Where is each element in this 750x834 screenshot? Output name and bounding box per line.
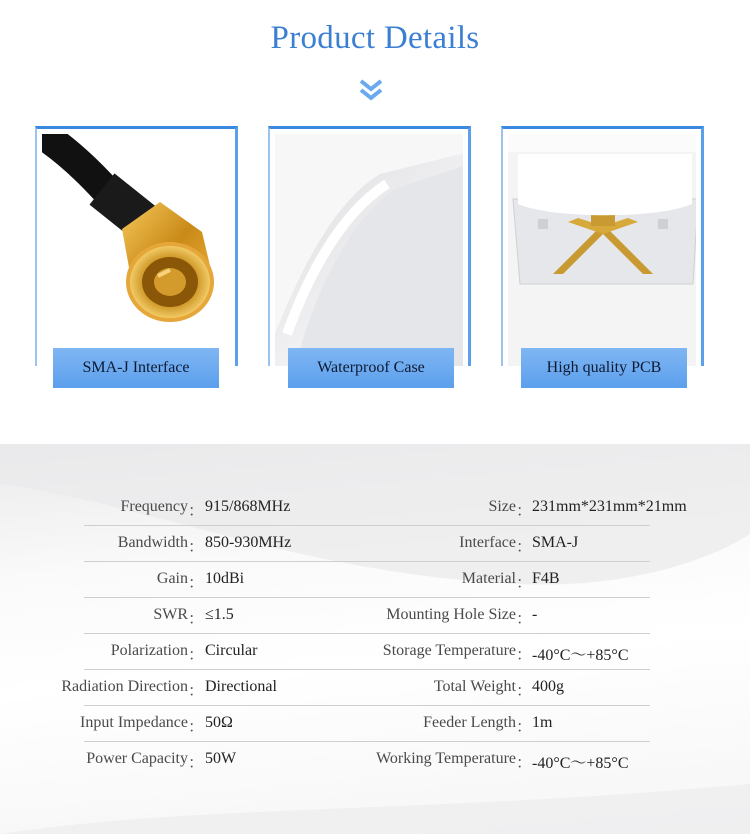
spec-label: Material [461, 570, 516, 587]
spec-label: Feeder Length [423, 714, 516, 731]
page-title: Product Details [270, 20, 480, 56]
spec-row [0, 598, 750, 634]
spec-label: Interface [459, 534, 516, 551]
spec-value: ≤1.5 [205, 606, 234, 623]
spec-row [0, 526, 750, 562]
feature-card-case [268, 126, 475, 388]
spec-value: 50W [205, 750, 237, 767]
spec-label: Input Impedance [80, 714, 188, 731]
spec-separator: ： [188, 647, 205, 664]
spec-separator: ： [188, 503, 205, 520]
spec-row [0, 634, 750, 670]
spec-separator: ： [516, 503, 533, 520]
case-image [275, 134, 463, 366]
spec-value: -40°C～+85°C [532, 755, 629, 772]
spec-value: 231mm*231mm*21mm [532, 498, 687, 515]
spec-label: Frequency [120, 498, 188, 515]
spec-label: SWR [153, 606, 188, 623]
spec-label: Total Weight [433, 678, 516, 695]
spec-separator: ： [188, 539, 205, 556]
spec-separator: ： [188, 719, 205, 736]
spec-value: - [532, 606, 538, 623]
double-chevron-down-icon [358, 78, 384, 102]
feature-card-pcb [501, 126, 708, 388]
spec-value: 10dBi [205, 570, 245, 587]
spec-separator: ： [188, 755, 205, 772]
spec-row [0, 562, 750, 598]
spec-separator: ： [516, 719, 533, 736]
spec-separator: ： [516, 683, 533, 700]
spec-row [0, 670, 750, 706]
spec-value: Circular [205, 642, 258, 659]
spec-label: Working Temperature [376, 750, 516, 767]
spec-value: 1m [532, 714, 553, 731]
spec-separator: ： [516, 647, 533, 664]
spec-label: Radiation Direction [61, 678, 188, 695]
spec-label: Gain [156, 570, 188, 587]
spec-separator: ： [516, 755, 533, 772]
spec-label: Size [488, 498, 516, 515]
spec-value: 50Ω [205, 714, 233, 731]
spec-value: -40°C～+85°C [532, 647, 629, 664]
pcb-image [508, 134, 696, 366]
spec-value: Directional [205, 678, 277, 695]
spec-separator: ： [188, 683, 205, 700]
card-caption: Waterproof Case [288, 348, 454, 388]
spec-row [0, 490, 750, 526]
spec-separator: ： [516, 539, 533, 556]
card-caption: SMA-J Interface [53, 348, 219, 388]
spec-value: 915/868MHz [205, 498, 291, 515]
sma-connector-image [42, 134, 230, 366]
spec-value: 400g [532, 678, 564, 695]
spec-label: Storage Temperature [382, 642, 516, 659]
spec-separator: ： [516, 575, 533, 592]
spec-value: 850-930MHz [205, 534, 292, 551]
spec-label: Power Capacity [86, 750, 188, 767]
spec-value: SMA-J [532, 534, 579, 551]
spec-label: Polarization [110, 642, 188, 659]
spec-separator: ： [188, 611, 205, 628]
card-caption: High quality PCB [521, 348, 687, 388]
spec-label: Mounting Hole Size [386, 606, 516, 623]
spec-separator: ： [188, 575, 205, 592]
spec-separator: ： [516, 611, 533, 628]
spec-value: F4B [532, 570, 560, 587]
spec-label: Bandwidth [117, 534, 188, 551]
spec-row [0, 742, 750, 778]
spec-row [0, 706, 750, 742]
feature-card-sma [35, 126, 242, 388]
